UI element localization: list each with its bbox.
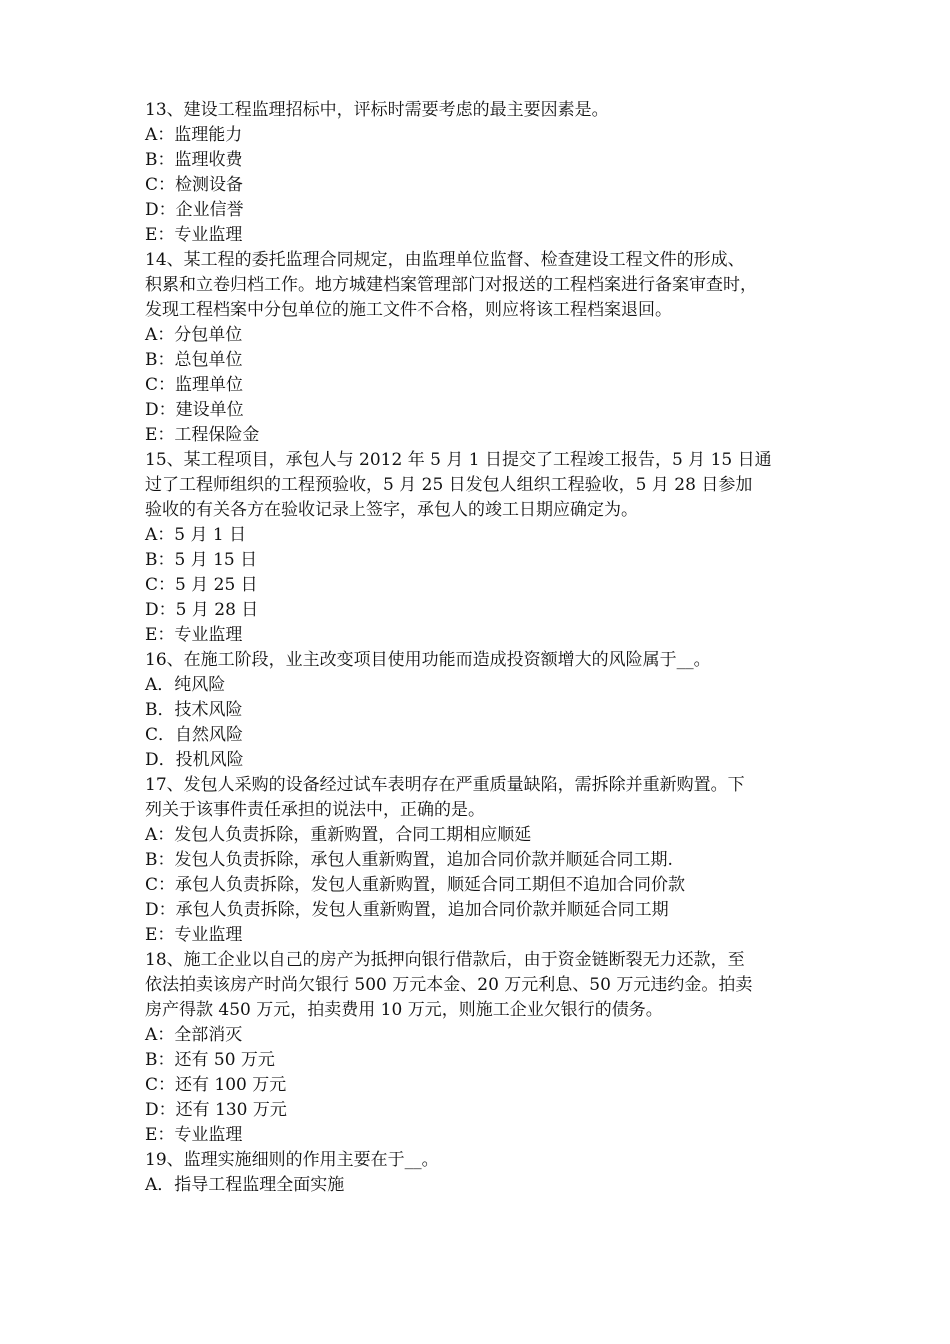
- text-line: A．纯风险: [145, 675, 226, 695]
- text-line: B：还有 50 万元: [145, 1050, 275, 1070]
- text-line: A：分包单位: [145, 325, 243, 345]
- text-line: C：5 月 25 日: [145, 575, 258, 595]
- text-line: A：监理能力: [145, 125, 243, 145]
- document-body: [145, 98, 815, 1198]
- text-line: 19、监理实施细则的作用主要在于__。: [145, 1150, 439, 1170]
- text-line: A：全部消灭: [145, 1025, 243, 1045]
- text-line: 16、在施工阶段，业主改变项目使用功能而造成投资额增大的风险属于__。: [145, 650, 711, 670]
- text-line: 18、施工企业以自己的房产为抵押向银行借款后，由于资金链断裂无力还款，至: [145, 950, 745, 970]
- text-line: B．技术风险: [145, 700, 243, 720]
- text-line: D：建设单位: [145, 400, 244, 420]
- text-line: C：监理单位: [145, 375, 244, 395]
- text-line: 13、建设工程监理招标中，评标时需要考虑的最主要因素是。: [145, 100, 609, 120]
- text-line: A：5 月 1 日: [145, 525, 247, 545]
- text-line: 验收的有关各方在验收记录上签字，承包人的竣工日期应确定为。: [145, 500, 638, 520]
- text-line: B：监理收费: [145, 150, 243, 170]
- text-line: E：专业监理: [145, 1125, 243, 1145]
- text-line: E：专业监理: [145, 225, 243, 245]
- text-line: 列关于该事件责任承担的说法中，正确的是。: [145, 800, 485, 820]
- text-line: C．自然风险: [145, 725, 244, 745]
- text-line: 14、某工程的委托监理合同规定，由监理单位监督、检查建设工程文件的形成、: [145, 250, 745, 270]
- text-line: B：发包人负责拆除，承包人重新购置，追加合同价款并顺延合同工期.: [145, 850, 673, 870]
- text-line: C：还有 100 万元: [145, 1075, 287, 1095]
- text-line: 依法拍卖该房产时尚欠银行 500 万元本金、20 万元利息、50 万元违约金。拍卖: [145, 975, 753, 995]
- text-line: B：5 月 15 日: [145, 550, 258, 570]
- text-line: 发现工程档案中分包单位的施工文件不合格，则应将该工程档案退回。: [145, 300, 672, 320]
- text-line: D：承包人负责拆除，发包人重新购置，追加合同价款并顺延合同工期: [145, 900, 669, 920]
- text-line: E：专业监理: [145, 925, 243, 945]
- text-line: D：还有 130 万元: [145, 1100, 287, 1120]
- text-line: A：发包人负责拆除，重新购置，合同工期相应顺延: [145, 825, 532, 845]
- text-line: 过了工程师组织的工程预验收，5 月 25 日发包人组织工程验收，5 月 28 日参加: [145, 475, 753, 495]
- text-line: E：工程保险金: [145, 425, 260, 445]
- text-line: 17、发包人采购的设备经过试车表明存在严重质量缺陷，需拆除并重新购置。下: [145, 775, 745, 795]
- text-line: 积累和立卷归档工作。地方城建档案管理部门对报送的工程档案进行备案审查时，: [145, 275, 757, 295]
- text-line: D：5 月 28 日: [145, 600, 259, 620]
- text-line: C：检测设备: [145, 175, 244, 195]
- text-line: 15、某工程项目，承包人与 2012 年 5 月 1 日提交了工程竣工报告，5 月 15 日通: [145, 450, 772, 470]
- text-line: 房产得款 450 万元，拍卖费用 10 万元，则施工企业欠银行的债务。: [145, 1000, 663, 1020]
- text-line: D．投机风险: [145, 750, 244, 770]
- text-line: C：承包人负责拆除，发包人重新购置，顺延合同工期但不追加合同价款: [145, 875, 686, 895]
- text-line: B：总包单位: [145, 350, 243, 370]
- text-line: A．指导工程监理全面实施: [145, 1175, 345, 1195]
- text-line: D：企业信誉: [145, 200, 244, 220]
- text-line: E：专业监理: [145, 625, 243, 645]
